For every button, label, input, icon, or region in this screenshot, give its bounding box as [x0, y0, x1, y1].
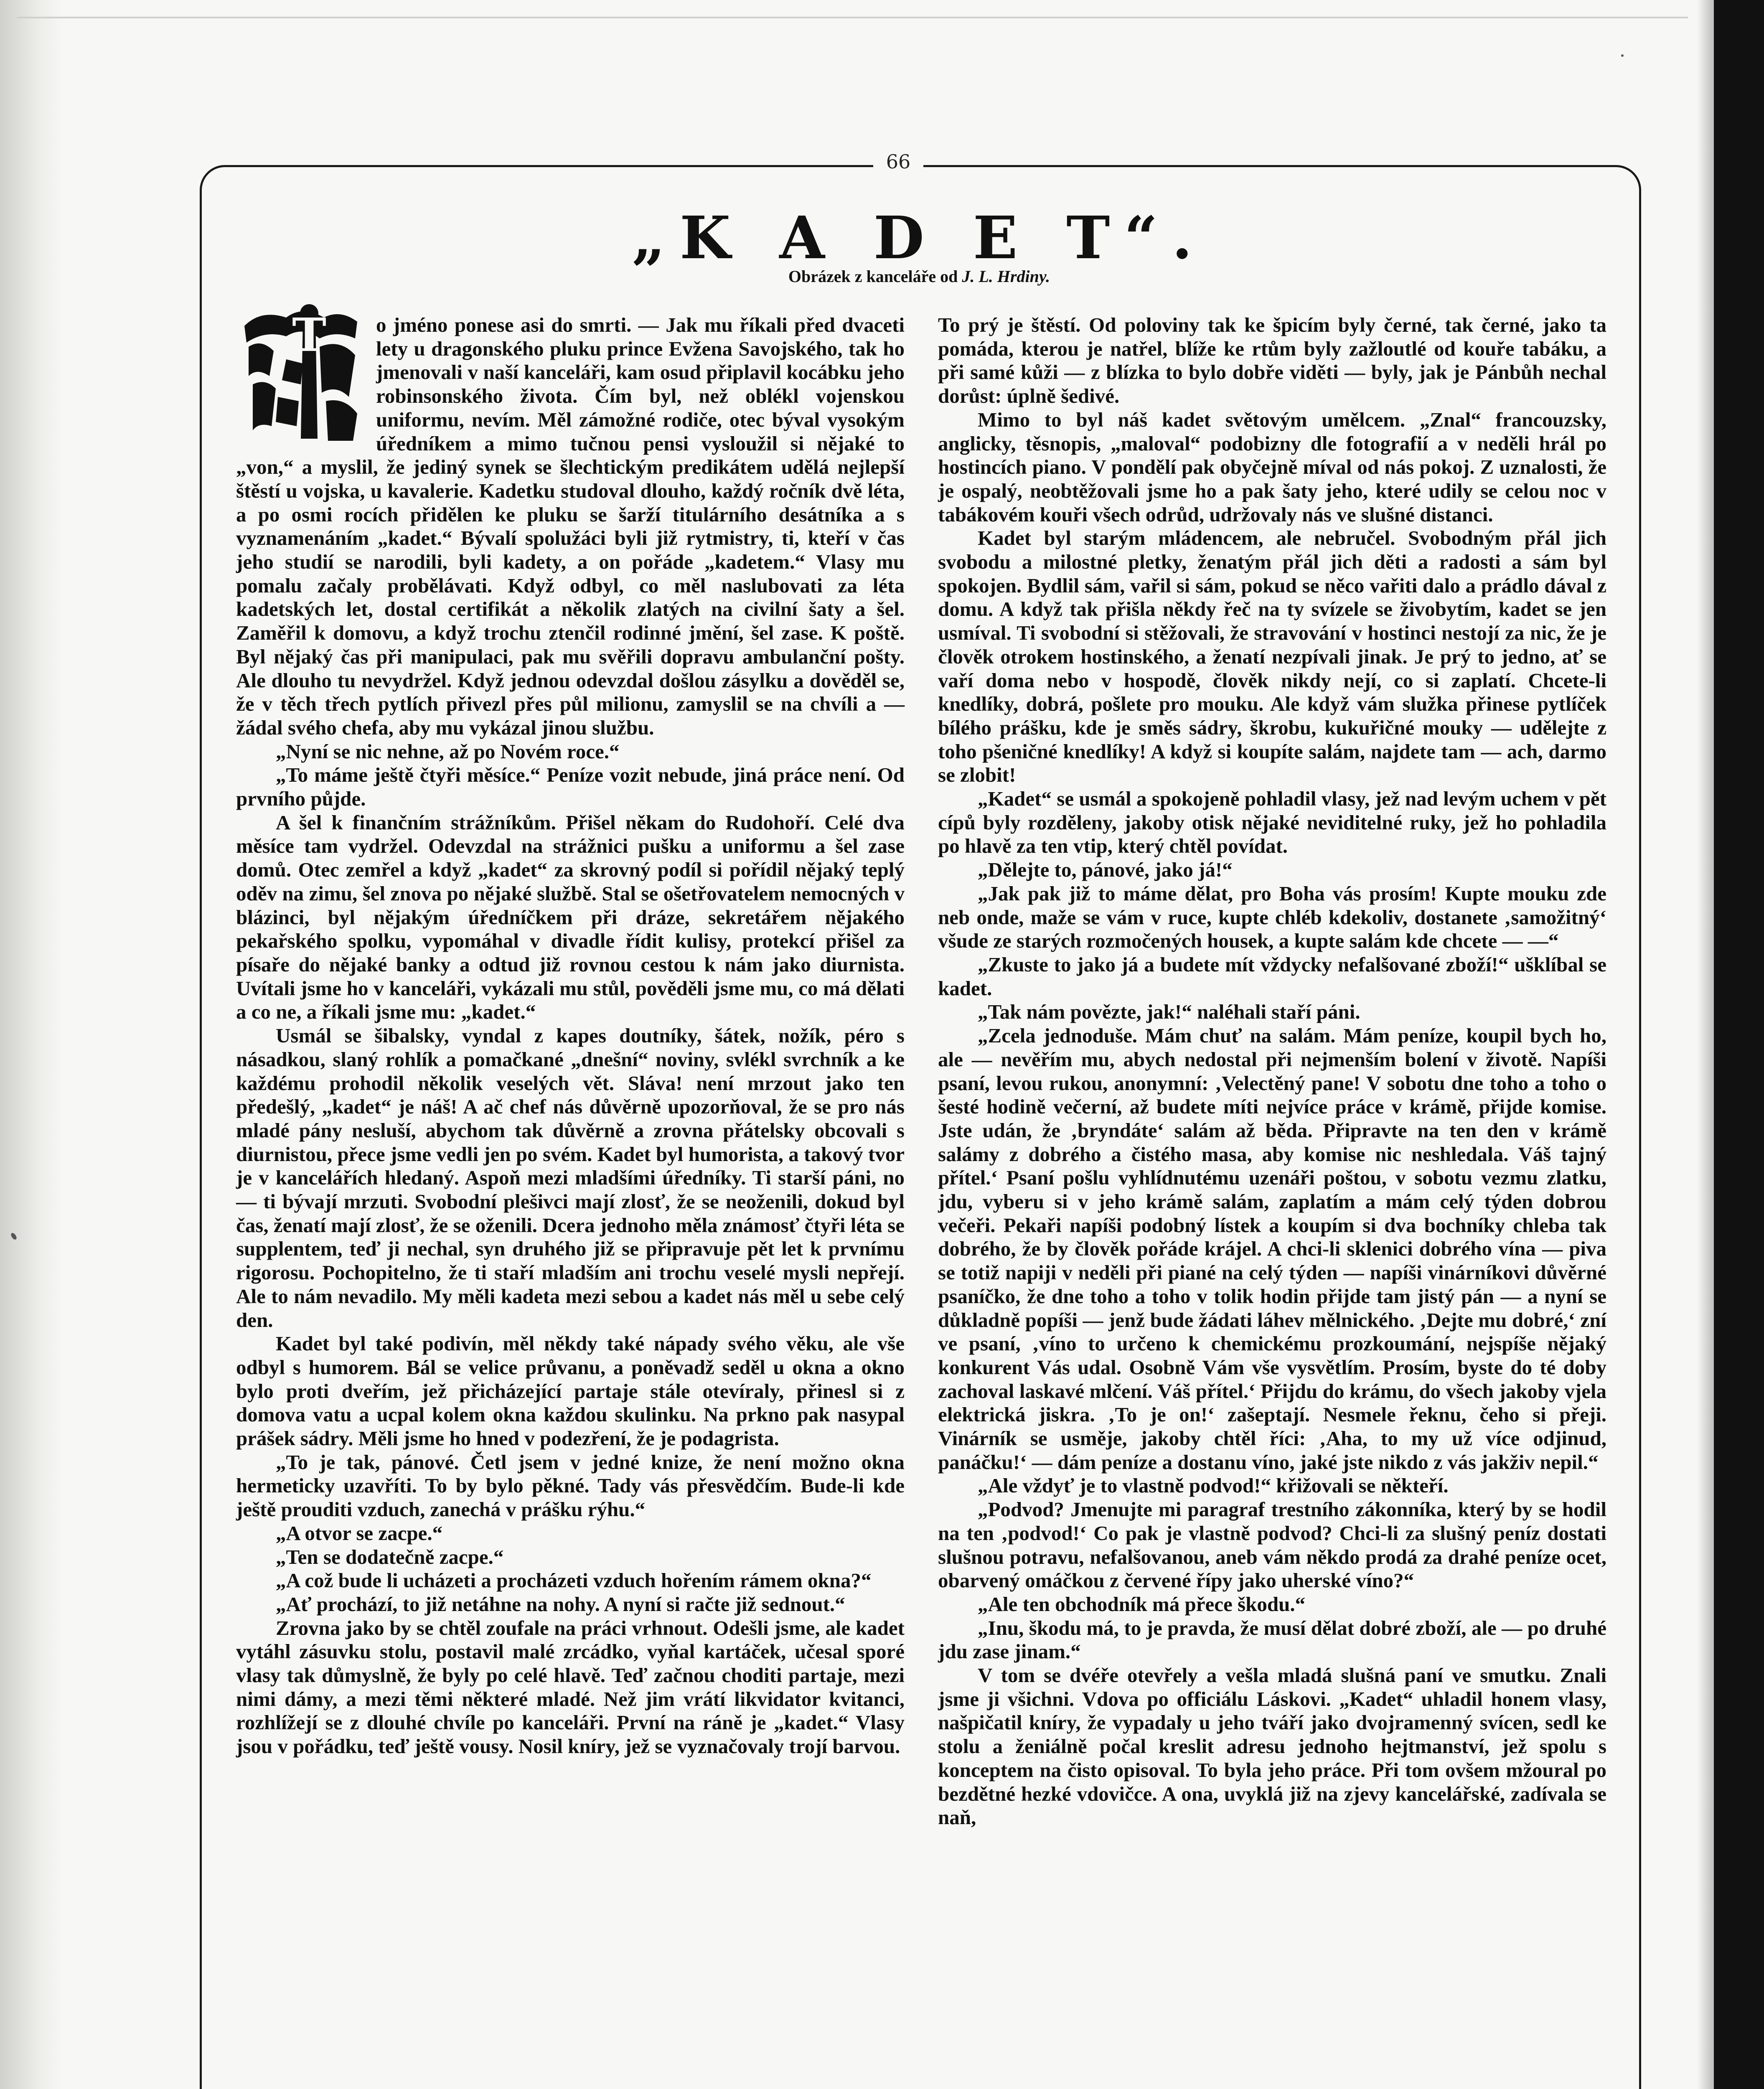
paragraph: V tom se dvéře otevřely a vešla mladá slušná paní ve smutku. Znali jsme ji všichni. Vdova po officiálu Láskovi. „Kadet“ uhladil honem vlasy, našpičatil kníry, že vypadaly u jeho tváří jako dvojramenný svícen, sedl ke stolu a ženiálně počal kreslit adresu jednoho hejtmanství, jež spolu s konceptem na čisto opisoval. To byla jeho práce. Při tom ovšem mžoural po bezdětné hezké vdovičce. A ona, uvyklá již na zjevy kancelářské, zadívala se naň,: [938, 1664, 1606, 1829]
paragraph: „To je tak, pánové. Četl jsem v jedné knize, že není možno okna hermeticky uzavříti. To by bylo pěkné. Tady vás přesvědčím. Bude-li kde ještě prouditi vzduch, zanechá v prášku rýhu.“: [236, 1450, 905, 1521]
article-title: „K A D E T“.: [632, 204, 1207, 272]
paragraph: „Ať prochází, to již netáhne na nohy. A nyní si račte již sednout.“: [276, 1592, 845, 1616]
drop-cap-letter-icon: [236, 301, 366, 445]
paragraph: „Ale ten obchodník má přece škodu.“: [978, 1592, 1306, 1616]
article-subtitle: [627, 267, 1212, 286]
page-number: 66: [873, 150, 923, 173]
page-crease: [17, 17, 1688, 18]
scan-edge-shadow: [1697, 0, 1714, 2089]
scan-edge-left: [0, 0, 63, 2089]
paragraph: „Ten se dodatečně zacpe.“: [276, 1545, 504, 1568]
paragraph: Zrovna jako by se chtěl zoufale na práci vrhnout. Odešli jsme, ale kadet vytáhl zásuvku stolu, postavil malé zrcádko, vyňal kartáček, učesal sporé vlasy tak důmyslně, že byly po celé hlavě. Teď začnou choditi partaje, mezi nimi dámy, a mezi těmi některé mladé. Než jim vrátí likvidator kvitanci, rozhlížejí se z dlouhé chvíle po kanceláři. První na ráně je „kadet.“ Vlasy jsou v pořádku, teď ještě vousy. Nosil kníry, jež se vyznačovaly trojí barvou.: [236, 1616, 905, 1758]
paragraph: „To máme ještě čtyři měsíce.“ Peníze vozit nebude, jiná práce není. Od prvního půjde.: [236, 763, 905, 811]
paragraph: „Jak pak již to máme dělat, pro Boha vás prosím! Kupte mouku zde neb onde, maže se vám v ruce, kupte chléb kdekoliv, dostanete ‚samožitný‘ všude ze starých rozmočených housek, a kupte salám kde chcete — —“: [938, 882, 1606, 953]
paragraph: „Inu, škodu má, to je pravda, že musí dělat dobré zboží, ale — po druhé jdu zase jinam.“: [938, 1616, 1606, 1663]
paragraph: A šel k finančním strážníkům. Přišel někam do Rudohoří. Celé dva měsíce tam vydržel. Odevzdal na strážnici pušku a uniformu a šel zase domů. Otec zemřel a když „kadet“ za skrovný podíl si pořídil nějaký teplý oděv na zimu, šel znova po nějaké službě. Stal se ošetřovatelem nemocných v blázinci, byl nějakým úředníčkem při dráze, sekretářem nějakého pekařského spolku, vypomáhal v divadle řídit kulisy, protekcí přišel za písaře do nějaké banky a odtud již rovnou cestou k nám jako diurnista. Uvítali jsme ho v kanceláři, vykázali mu stůl, pověděli jsme mu, co má dělati a co ne, a říkali jsme mu: „kadet.“: [236, 811, 905, 1024]
paragraph: „Zkuste to jako já a budete mít vždycky nefalšované zboží!“ ušklíbal se kadet.: [938, 953, 1606, 1000]
paragraph: „A otvor se zacpe.“: [276, 1521, 443, 1545]
paragraph: Mimo to byl náš kadet světovým umělcem. „Znal“ francouzsky, anglicky, těsnopis, „maloval“ podobizny dle fotografií a v neděli hrál po hostincích piano. V pondělí pak obyčejně míval od nás pokoj. Z uznalosti, že je ospalý, neobtěžovali jsme ho a pak šaty jeho, které udily se celou noc v tabákovém kouři všech odrůd, udržovaly nás ve slušné distanci.: [938, 408, 1606, 526]
paragraph: „Ale vždyť je to vlastně podvod!“ křižovali se někteří.: [978, 1474, 1449, 1497]
paragraph: o jméno ponese asi do smrti. — Jak mu říkali před dvaceti lety u dragonského pluku prince Evžena Savojského, tak ho jmenovali v naší kanceláři, kam osud připlavil kocábku jeho robinsonského života. Čím byl, než oblékl vojenskou uniformu, nevím. Měl zámožné rodiče, otec býval vysokým úředníkem a mimo tučnou pensi vysloužil si nějaké to „von,“ a myslil, že jediný synek se šlechtickým predikátem udělá nejlepší štěstí u vojska, u kavalerie. Kadetku studoval dlouho, každý ročník dvě léta, a po osmi rocích přidělen ke pluku se šarží titulárního desátníka a s vyznamenáním „kadet.“ Bývalí spolužáci byli již rytmistry, ti, kteří v čas jeho studií se narodili, byli kadety, a on pořáde „kadetem.“ Vlasy mu pomalu začaly probělávati. Když odbyl, co měl naslubovati za léta kadetských let, dostal certifikát a několik zlatých na civilní šaty a šel. Zaměřil k domovu, a když trochu ztenčil rodinné jmění, šel zase. K poště. Byl nějaký čas při manipulaci, pak mu svěřili dopravu ambulanční pošty. Ale dlouho tu nevydržel. Když jednou odevzdal došlou zásylku a dověděl se, že v těch třech pytlích přivezl přes půl milionu, zamyslil se na chvíli a — žádal svého chefa, aby mu vykázal jinou službu.: [236, 313, 905, 739]
right-column: [938, 313, 1606, 1830]
paragraph: „Kadet“ se usmál a spokojeně pohladil vlasy, jež nad levým uchem v pět cípů byly rozděleny, jakoby otisk nějaké neviditelné ruky, jež ho pohladila po hlavě za ten vtip, který chtěl povídat.: [938, 787, 1606, 858]
paragraph: „A což bude li ucházeti a procházeti vzduch hořením rámem okna?“: [276, 1569, 872, 1592]
paragraph: „Nyní se nic nehne, až po Novém roce.“: [276, 740, 620, 763]
paragraph: To prý je štěstí. Od poloviny tak ke špicím byly černé, tak černé, jako ta pomáda, kterou je natřel, blíže ke rtům byly zažloutlé od kouře tabáku, a při samé kůži — z blízka to bylo dobře viděti — byly, jak je Pánbůh nechal dorůst: úplně šedivé.: [938, 313, 1606, 408]
drop-cap-illustration: [236, 301, 366, 445]
paragraph: „Podvod? Jmenujte mi paragraf trestního zákonníka, který by se hodil na ten ‚podvod!‘ Co pak je vlastně podvod? Chci-li za slušný peníz dostati slušnou potravu, nefalšovanou, aneb vám někdo prodá za drahé peníze ocet, obarvený omáčkou z červené řípy jako uherské víno?“: [938, 1498, 1606, 1592]
paragraph: „Zcela jednoduše. Mám chuť na salám. Mám peníze, koupil bych ho, ale — nevěřím mu, abych nedostal při nejmenším bolení v životě. Napíši psaní, levou rukou, anonymní: ‚Velectěný pane! V sobotu dne toho a toho o šesté hodině večerní, až budete míti nejvíce práce v krámě, přijde komise. Jste udán, že ‚bryndáte‘ salám až běda. Připravte na ten den v krámě salámy z dobrého a čistého masa, aby komise nic neshledala. Váš tajný přítel.‘ Psaní pošlu vyhlídnutému uzenáři poštou, v sobotu vezmu zlatku, jdu, vyberu si v jeho krámě salám, zaplatím a mám celý týden dobrou večeři. Pekaři napíši podobný lístek a koupím si dva bochníky chleba tak dobrého, že by člověk pořáde krájel. A chci-li sklenici dobrého vína — piva se totiž napiji v neděli při piané na celý týden — napíši vinárníkovi důvěrné psaníčko, že dne toho a toho v tolik hodin přijde tam jistý pán — a nyní se důkladně popíši — jenž bude žádati láhev mělnického. ‚Dejte mu dobré,‘ zní ve psaní, ‚víno to určeno k chemickému prozkoumání, nejspíše nějaký konkurent Vás udal. Osobně Vám vše vysvětlím. Prosím, byste do té doby zachoval laskavé mlčení. Váš přítel.‘ Přijdu do krámu, do všech jakoby vjela elektrická jiskra. ‚To je on!‘ zašeptají. Nesmele řeknu, čeho si přeji. Vinárník se usměje, jakoby chtěl říci: ‚Aha, to my už více odjinud, panáčku!‘ — dám peníze a dostanu víno, jaké jste nikdo z vás jakživ nepil.“: [938, 1024, 1606, 1474]
drop-cap-letter: T: [292, 308, 326, 362]
paragraph: „Tak nám povězte, jak!“ naléhali staří páni.: [978, 1000, 1360, 1024]
paragraph: „Dělejte to, pánové, jako já!“: [978, 858, 1233, 882]
paragraph: Usmál se šibalsky, vyndal z kapes doutníky, šátek, nožík, péro s násadkou, slaný rohlík a pomačkané „dnešní“ noviny, svlékl svrchník a ke každému prohodil několik veselých vět. Sláva! není mrzout jako ten předešlý, „kadet“ je náš! A ač chef nás důvěrně upozorňoval, že se pro nás mladé pány nesluší, abychom tak důvěrně a zrovna přátelsky obcovali s diurnistou, přece jsme vedli jen po svém. Kadet byl humorista, a takový tvor je v kancelářích hledaný. Aspoň mezi mladšími úředníky. Ti starší páni, no — ti bývají mrzuti. Svobodní plešivci mají zlosť, že se neoženili, dokud byl čas, ženatí mají zlosť, že se oženili. Dcera jednoho měla známosť čtyři léta se supplentem, teď ji nechal, syn druhého již se připravuje pět let k prvnímu rigorosu. Pochopitelno, že ti staří mladším ani trochu veselé mysli nepřejí. Ale to nám nevadilo. My měli kadeta mezi sebou a kadet nás měl u sebe celý den.: [236, 1024, 905, 1332]
paragraph: Kadet byl také podivín, měl někdy také nápady svého věku, ale vše odbyl s humorem. Bál se velice průvanu, a poněvadž seděl u okna a okno bylo proti dveřím, jež přicházející partaje stále otevíraly, přinesl si z domova vatu a ucpal kolem okna každou skulinku. Na prkno pak nasypal prášek sádry. Měli jsme ho hned v podezření, že je podagrista.: [236, 1332, 905, 1450]
subtitle-author: J. L. Hrdiny.: [962, 267, 1050, 286]
subtitle-prefix: Obrázek z kanceláře od: [788, 267, 962, 286]
ink-speck: [1621, 54, 1624, 57]
left-column: [236, 308, 905, 1759]
paragraph: Kadet byl starým mládencem, ale nebručel. Svobodným přál jich svobodu a milostné pletky, ženatým přál jich děti a radosti a sám byl spokojen. Bydlil sám, vařil si sám, pokud se něco vařiti dalo a prádlo dával z domu. A když tak přišla někdy řeč na ty svízele se živobytím, kadet se jen usmíval. Ti svobodní si stěžovali, že stravování v hostinci nestojí za nic, že je člověk otrokem hostinského, a ženatí nezpívali jinak. Je prý to jedno, ať se vaří doma nebo v hospodě, člověk nikdy nejí, co si zaplatí. Chcete-li knedlíky, dobrá, pošlete pro mouku. Ale když vám služka přinese pytlíček bílého prášku, kde je směs sádry, škrobu, kukuřičné mouky — udělejte z toho pšeničné knedlíky! A když si koupíte salám, najdete tam — ach, darmo se zlobit!: [938, 526, 1606, 787]
scan-edge-right: [1714, 0, 1764, 2089]
